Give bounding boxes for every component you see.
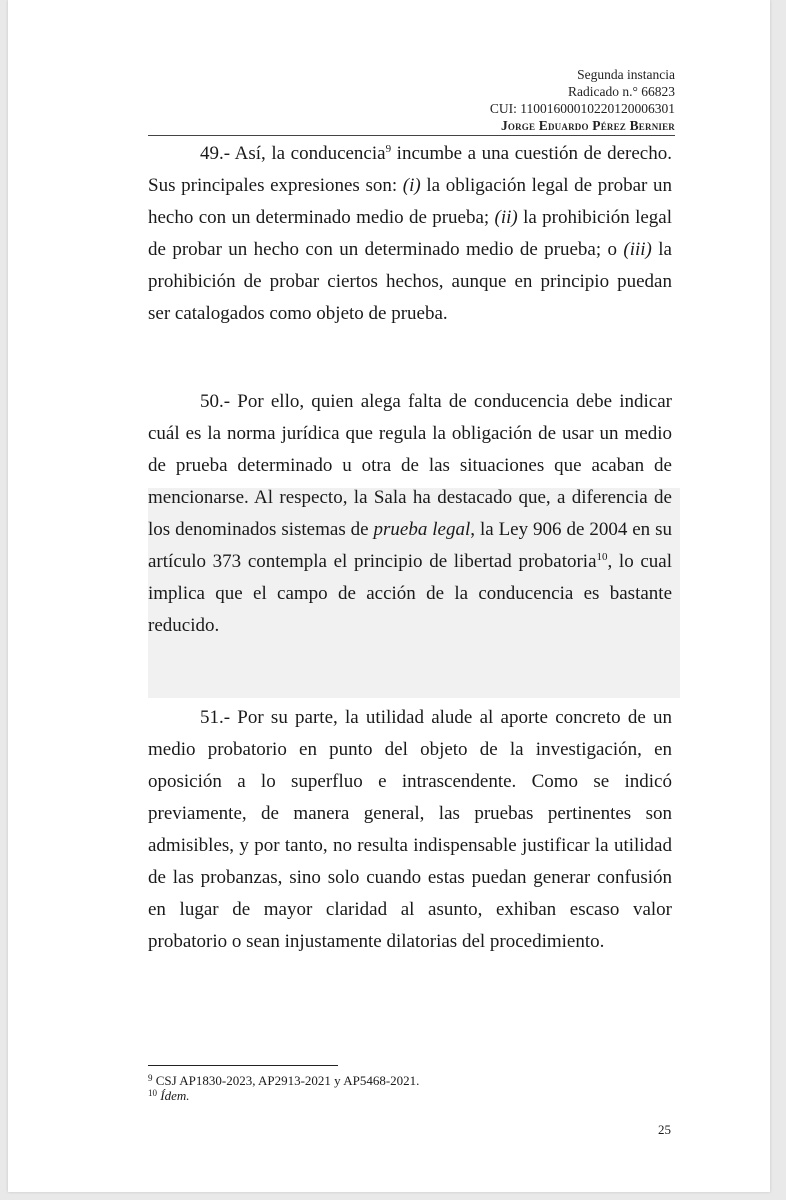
enum-ii: (ii)	[494, 207, 518, 228]
footnote-10	[148, 1088, 419, 1103]
document-page	[8, 0, 770, 1192]
footnote-9-number: 9	[148, 1073, 153, 1083]
paragraph-50-text: , la Ley 906 de 2004 en su artículo 373 contempla el principio de libertad probatoria	[148, 519, 672, 572]
enum-i: (i)	[402, 175, 421, 196]
paragraph-49-text: la prohibición de probar ciertos hechos, aunque en principio puedan ser catalogados como objeto de prueba.	[148, 239, 672, 324]
page-number: 25	[658, 1122, 671, 1137]
footnote-ref-9[interactable]: 9	[385, 143, 392, 155]
enum-iii: (iii)	[623, 239, 652, 260]
paragraph-51	[148, 702, 672, 958]
header-instance: Segunda instancia	[577, 67, 675, 82]
paragraph-51-text: 51.- Por su parte, la utilidad alude al aporte concreto de un medio probatorio en punto del objeto de la investigación, en oposición a lo superfluo e intrascendente. Como se indicó previamente, de manera general, las pruebas pertinentes son admisibles, y por tanto, no resulta indispensable justificar la utilidad de las probanzas, sino solo cuando estas puedan generar confusión en lugar de mayor claridad al asunto, exhiban escaso valor probatorio o sean injustamente dilatorias del procedimiento.	[148, 707, 672, 952]
footnotes	[148, 1073, 419, 1103]
page-header	[490, 66, 675, 134]
header-radicado: Radicado n.° 66823	[567, 84, 675, 99]
footnote-10-text: Ídem.	[157, 1088, 190, 1103]
footnote-divider	[148, 1065, 338, 1066]
header-divider	[148, 135, 675, 136]
paragraph-49-text: la obligación legal de probar un hecho con un determinado medio de prueba;	[148, 175, 673, 228]
header-cui: CUI: 11001600010220120006301	[489, 101, 675, 116]
paragraph-49-text: la prohibición legal de probar un hecho con un determinado medio de prueba; o	[148, 207, 672, 260]
paragraph-49-lead: 49.- Así, la conducencia	[200, 143, 386, 164]
paragraph-50-text: , lo cual implica que el campo de acción de la conducencia es bastante reducido.	[148, 551, 672, 636]
paragraph-50-text: 50.- Por ello, quien alega falta de conducencia debe indicar cuál es la norma jurídica que regula la obligación de usar un medio de prueba determinado u otra de las situaciones que acaban de mencionarse. Al respecto, la Sala ha destacado que, a diferencia de los denominados sistemas de	[148, 391, 672, 540]
header-author: Jorge Eduardo Pérez Bernier	[500, 118, 675, 133]
paragraph-49	[148, 138, 672, 330]
footnote-9-text: CSJ AP1830-2023, AP2913-2021 y AP5468-2021.	[152, 1073, 420, 1088]
prueba-legal-term: prueba legal	[373, 519, 471, 540]
footnote-10-number: 10	[148, 1088, 157, 1098]
paragraph-50	[148, 386, 672, 642]
footnote-9	[148, 1073, 419, 1088]
footnote-ref-10[interactable]: 10	[596, 551, 608, 563]
paragraph-49-text: incumbe a una cuestión de derecho. Sus principales expresiones son:	[148, 143, 672, 196]
